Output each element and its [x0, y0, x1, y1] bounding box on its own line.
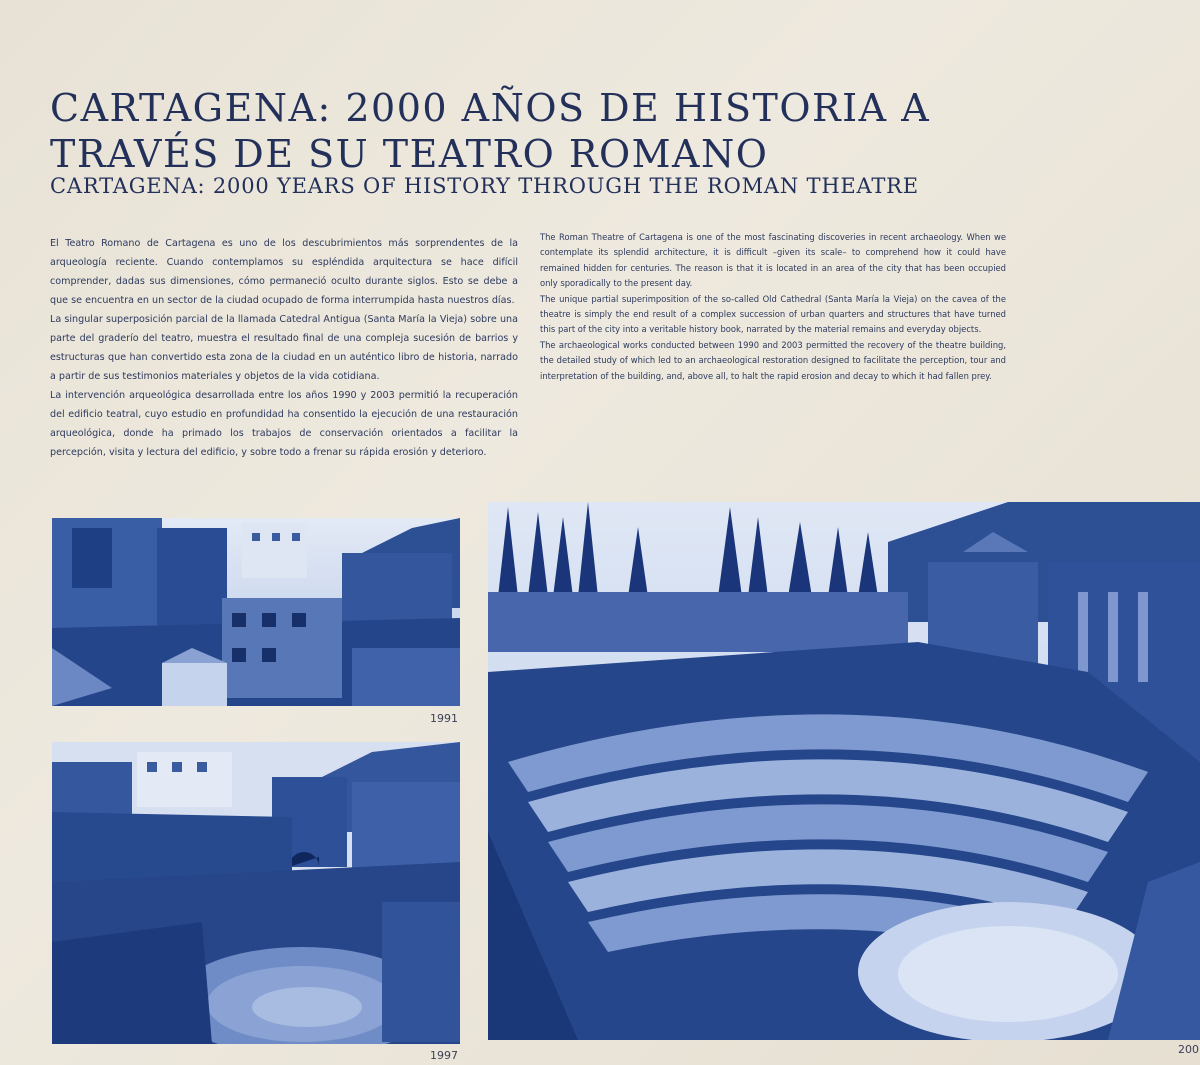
caption-restored: 200 [1178, 1043, 1199, 1056]
caption-1991: 1991 [430, 712, 458, 725]
paragraph-en-3: The archaeological works conducted between 1990 and 2003 permitted the recovery of the theatre building, the detailed study of which led to an archaeological restoration designed to facilitate the perception, tour and interpretation of the building, and, above all, to halt the rapid erosion and decay to which it had fallen prey. [540, 339, 1006, 381]
title-spanish: CARTAGENA: 2000 AÑOS DE HISTORIA A TRAVÉS DE SU TEATRO ROMANO [50, 86, 931, 176]
caption-1997: 1997 [430, 1049, 458, 1062]
photo-restored-theatre [488, 502, 1200, 1040]
paragraph-en-2: The unique partial superimposition of the so-called Old Cathedral (Santa María la Vieja) on the cavea of the theatre is simply the end result of a complex succession of urban quarters and structures that have turned this part of the city into a veritable history book, narrated by the material remains and everyday objects. [540, 293, 1006, 335]
paragraph-es-2: La singular superposición parcial de la llamada Catedral Antigua (Santa María la Vieja) sobre una parte del graderío del teatro, muestra el resultado final de una compleja sucesión de barrios y estructuras que han convertido esta zona de la ciudad en un auténtico libro de historia, narrado a partir de sus testimonios materiales y objetos de la vida cotidiana. [50, 314, 518, 382]
paragraph-en-1: The Roman Theatre of Cartagena is one of the most fascinating discoveries in recent archaeology. When we contemplate its splendid architecture, it is difficult –given its scale– to comprehend how it could have remained hidden for centuries. The reason is that it is located in an area of the city that has been occupied only sporadically to the present day. [540, 232, 1006, 289]
photo-1991 [52, 518, 460, 706]
title-english: CARTAGENA: 2000 YEARS OF HISTORY THROUGH THE ROMAN THEATRE [50, 174, 919, 198]
text-spanish [50, 234, 518, 462]
paragraph-es-3: La intervención arqueológica desarrollada entre los años 1990 y 2003 permitió la recuperación del edificio teatral, cuyo estudio en profundidad ha consentido la ejecución de una restauración arqueológica, donde ha primado los trabajos de conservación orientados a facilitar la percepción, visita y lectura del edificio, y sobre todo a frenar su rápida erosión y deterioro. [50, 390, 518, 458]
paragraph-es-1: El Teatro Romano de Cartagena es uno de los descubrimientos más sorprendentes de la arqueología reciente. Cuando contemplamos su espléndida arquitectura se hace difícil comprender, dadas sus dimensiones, cómo permaneció oculto durante siglos. Esto se debe a que se encuentra en un sector de la ciudad ocupado de forma interrumpida hasta nuestros días. [50, 238, 518, 306]
photo-1997 [52, 742, 460, 1044]
text-english [540, 230, 1006, 384]
